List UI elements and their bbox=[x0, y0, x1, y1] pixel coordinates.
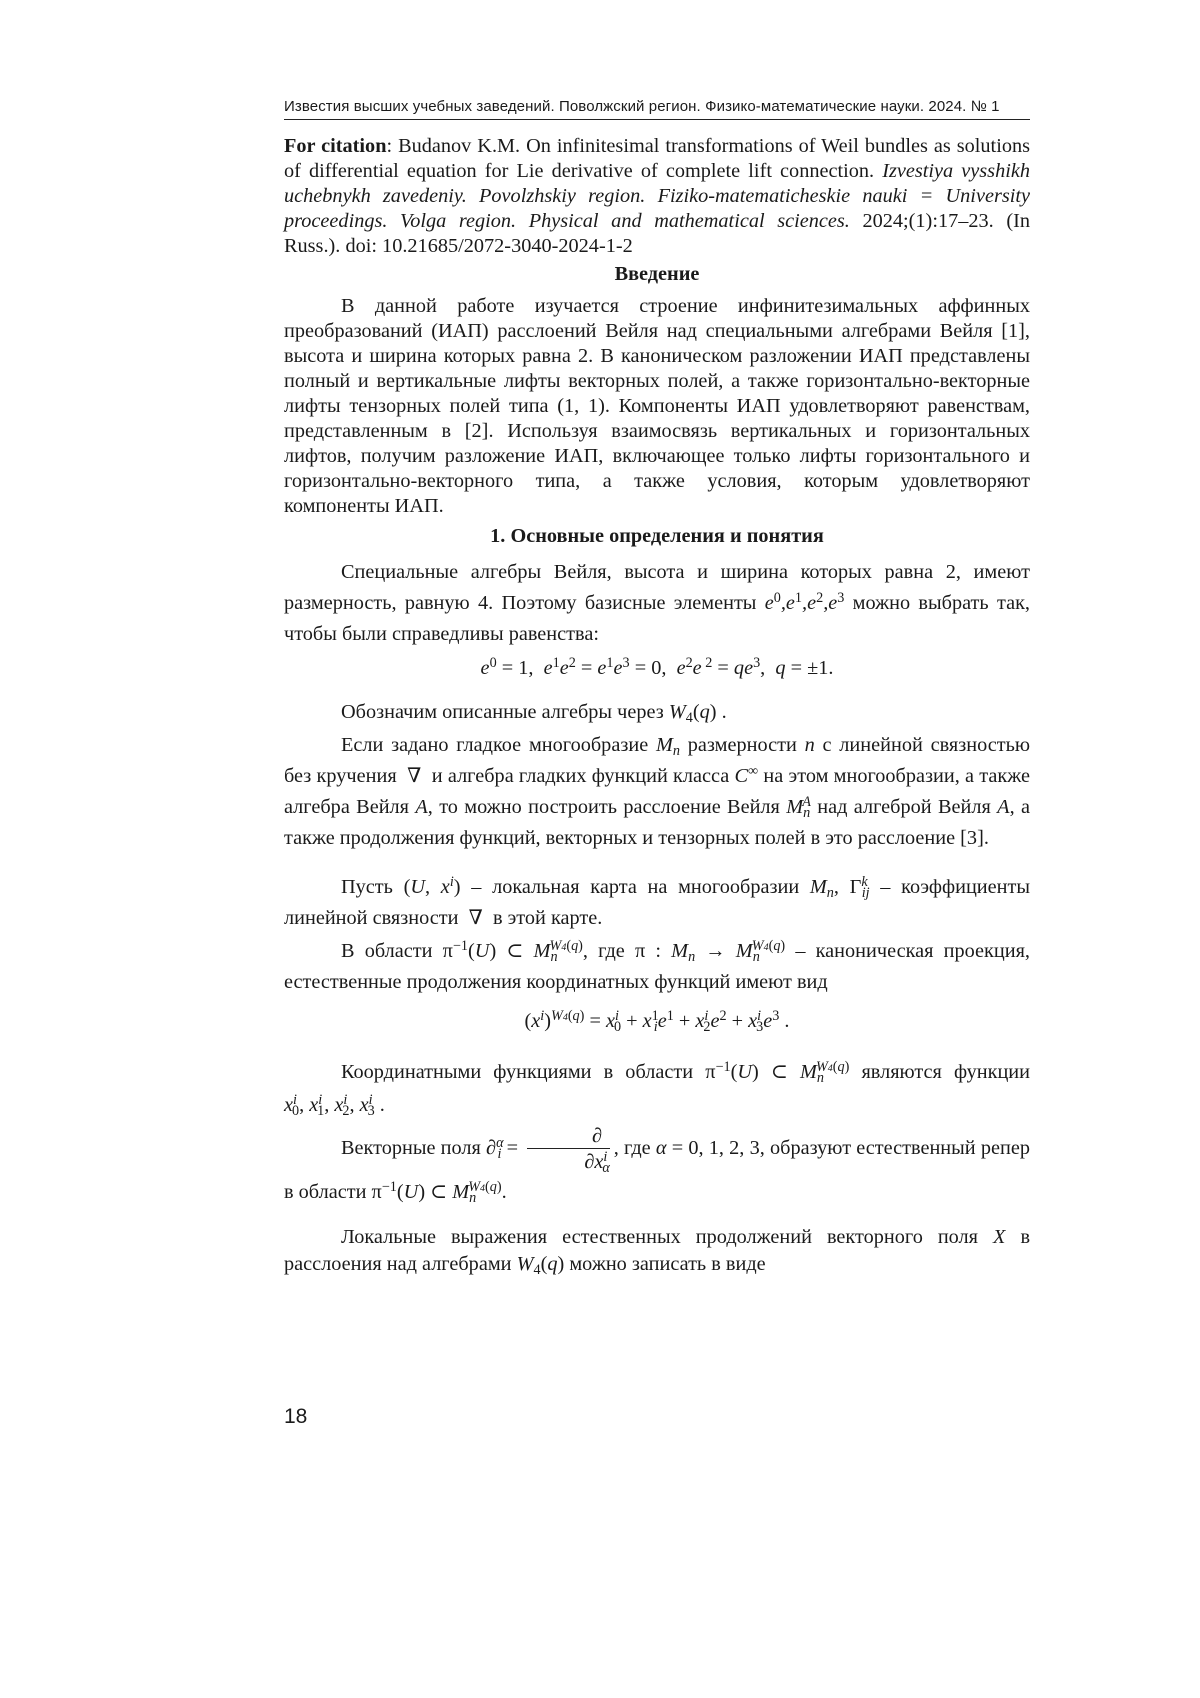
algebra-symbol: $W_4(q)$ bbox=[668, 701, 717, 727]
intro-paragraph: В данной работе изучается строение инфинитезимальных аффинных преобразований (ИАП) расслоений Вейля над специальными алгебрами Вейля [1], высота и ширина которых равна 2. В каноническом разложении ИАП представлены полный и вертикальные лифты векторных полей, а также горизонтально-векторные лифты тензорных полей типа (1, 1). Компоненты ИАП удовлетворяют равенствам, представленным в [2]. Используя взаимосвязь вертикальных и горизонтальных лифтов, получим разложение ИАП, включающее только лифты горизонтального и горизонтально-векторного типа, а также условия, которым удовлетворяют компоненты ИАП. bbox=[284, 295, 1030, 517]
citation-authors: Budanov K.M. bbox=[398, 135, 521, 157]
section-1-heading: 1. Основные определения и понятия bbox=[490, 525, 824, 547]
running-head: Известия высших учебных заведений. Поволжский регион. Физико-математические науки. 2024. № 1 bbox=[284, 98, 1030, 120]
page-number: 18 bbox=[284, 1405, 308, 1428]
section-1-paragraph-1: Специальные алгебры Вейля, высота и ширина которых равна 2, имеют размерность, равную 4. Поэтому базисные элементы $e^0,e^1,e^2,e^3$ можно выбрать так, чтобы были справедливы равенства: bbox=[284, 561, 1031, 645]
citation-details: 2024;(1):17–23. (In Russ.). bbox=[284, 210, 1030, 257]
citation-journal: Izvestiya vysshikh uchebnykh zavedeniy. Povolzhskiy region. Fiziko-matematicheskie nauki = University proceedings. Volga region. Physical and mathematical sciences. bbox=[284, 160, 1030, 232]
citation-label: For citation bbox=[284, 135, 387, 157]
citation-title: On infinitesimal transformations of Weil bundles as solutions of differential equation for Lie derivative of complete lift connection. bbox=[284, 135, 1031, 182]
section-1-paragraph-4: Пусть (U, $x^i$) – локальная карта на многообразии $M_n$, $\Gamma^k_{ij}$ – коэффициенты линейной связности ∇ в этой карте. bbox=[284, 873, 1030, 929]
nabla-symbol: ∇ bbox=[401, 765, 427, 787]
intro-heading: Введение bbox=[614, 263, 700, 285]
section-1-paragraph-6: Координатными функциями в области $\pi^{-1}(U)$ ⊂ $M_n^{W4(q)}$ являются функции $x^i_0$, $x^i_1$, $x^i_2$, $x^i_3$ . bbox=[284, 1058, 1030, 1120]
section-1-paragraph-8: Локальные выражения естественных продолжений векторного поля X в расслоения над алгебрами $W_4(q)$ можно записать в виде bbox=[284, 1226, 1031, 1279]
section-1-paragraph-2: Обозначим описанные алгебры через $W_4(q)$ . bbox=[341, 701, 727, 727]
citation-block: For citation: Budanov K.M. On infinitesimal transformations of Weil bundles as solutions of differential equation for Lie derivative of complete lift connection. Izvestiya vysshikh uchebnykh zavedeniy. Povolzhskiy region. Fiziko-matematicheskie nauki = University proceedings. Volga region. Physical and mathematical sciences. 2024;(1):17–23. (In Russ.). doi: 10.21685/2072-3040-2024-1-2 bbox=[284, 135, 1031, 257]
equation-coordinate-prolongation: $(x^i)^{W4(q)} = x^i_0 + x^1_ie^1 + x^i_2e^2 + x^i_3e^3$ . bbox=[524, 1007, 790, 1036]
equation-basis: $e^0 = 1$, $e^1e^2 = e^1e^3 = 0$, $e^2e$ $^2 = qe^3$, q = ±1. bbox=[480, 654, 834, 679]
section-1-paragraph-5: В области $\pi^{-1}(U)$ ⊂ $M_n^{W4(q)}$, где π : $M_n \to M_n^{W4(q)}$ – каноническая проекция, естественные продолжения координатных функций имеют вид bbox=[284, 937, 1030, 993]
partial-derivative-fraction: $\frac{\partial}{\partial x^i_\alpha}$ bbox=[527, 1124, 609, 1175]
section-1-paragraph-7: Векторные поля ∂$^\alpha_i$ = $\frac{\partial}{\partial x^i_\alpha}$ , где α = 0, 1, 2, 3, образуют естественный репер в области $\pi^{-1}(U)$ ⊂ $M_n^{W4(q)}$. bbox=[284, 1125, 1030, 1207]
basis-elements: $e^0,e^1,e^2,e^3$ bbox=[764, 589, 845, 614]
section-1-paragraph-3: Если задано гладкое многообразие $M_n$ размерности n с линейной связностью без кручения ∇ и алгебра гладких функций класса C∞ на этом многообразии, а также алгебра Вейля A, то можно построить расслоение Вейля $M_n^A$ над алгеброй Вейля A, а также продолжения функций, векторных и тензорных полей в это расслоение [3]. bbox=[284, 734, 1031, 849]
citation-doi: doi: 10.21685/2072-3040-2024-1-2 bbox=[345, 235, 633, 257]
